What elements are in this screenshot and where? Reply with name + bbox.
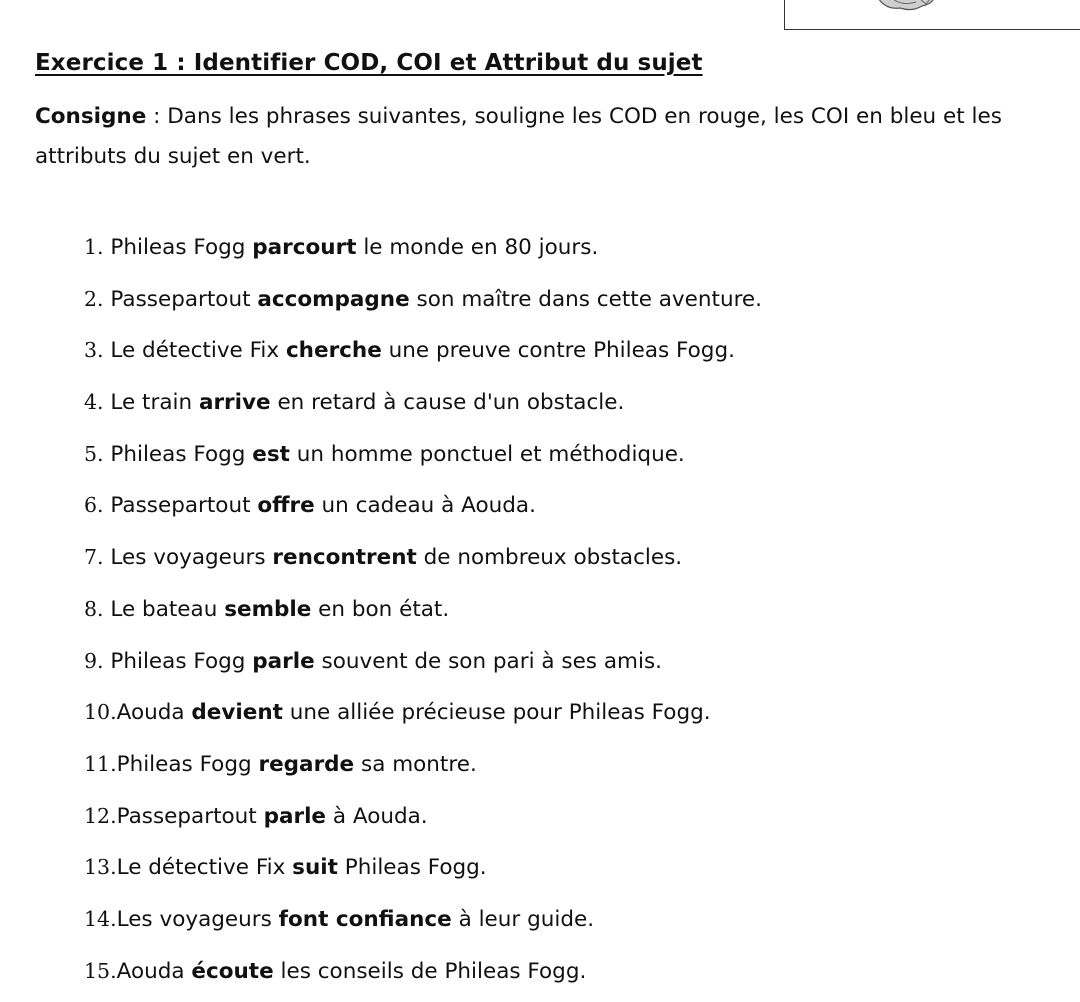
sentence-verb: devient xyxy=(191,700,283,726)
sentence-rest: son maître dans cette aventure. xyxy=(409,286,762,312)
sentence-verb: accompagne xyxy=(257,286,410,312)
sentence-rest: sa montre. xyxy=(354,751,477,777)
sentence-number: 15. xyxy=(84,958,117,983)
sentence-number: 11. xyxy=(84,751,117,776)
sentence-item xyxy=(84,692,762,744)
sentence-item xyxy=(84,847,762,899)
exercise-title: Exercice 1 : Identifier COD, COI et Attribut du sujet xyxy=(35,50,703,76)
sentence-rest: les conseils de Phileas Fogg. xyxy=(273,958,587,984)
sentence-rest: un homme ponctuel et méthodique. xyxy=(289,441,685,467)
sentence-subject: Le train xyxy=(103,390,199,416)
sentence-rest: à leur guide. xyxy=(451,906,595,932)
sentence-rest: de nombreux obstacles. xyxy=(416,545,683,571)
sentence-subject: Les voyageurs xyxy=(103,545,273,571)
sentence-subject: Passepartout xyxy=(103,493,258,519)
sentence-item xyxy=(84,227,762,279)
sentence-item xyxy=(84,744,762,796)
sentence-subject: Le détective Fix xyxy=(103,338,286,364)
sentence-verb: semble xyxy=(224,596,312,622)
sentence-number: 6. xyxy=(84,493,104,518)
sentence-verb: cherche xyxy=(285,338,382,364)
sentence-verb: parle xyxy=(252,648,315,674)
sentence-number: 5. xyxy=(84,441,104,466)
sentence-item xyxy=(84,589,762,641)
sentence-subject: Phileas Fogg xyxy=(103,235,253,260)
sentence-verb: écoute xyxy=(191,958,274,984)
sentence-number: 9. xyxy=(84,648,104,673)
sentence-item xyxy=(84,434,762,486)
decorative-illustration-icon xyxy=(876,0,936,14)
sentence-item xyxy=(84,899,762,951)
sentence-rest: une preuve contre Phileas Fogg. xyxy=(381,338,735,364)
sentence-subject: Aouda xyxy=(116,958,192,984)
sentence-number: 3. xyxy=(84,338,104,363)
sentence-subject: Passepartout xyxy=(103,286,258,312)
sentence-verb: offre xyxy=(257,493,315,519)
sentence-item xyxy=(84,485,762,537)
sentence-subject: Le bateau xyxy=(103,596,225,622)
sentence-verb: parle xyxy=(263,803,327,829)
instructions-text: : Dans les phrases suivantes, souligne les COD en rouge, les COI en bleu et les attributs du sujet en vert. xyxy=(35,104,1002,169)
sentence-rest: Phileas Fogg. xyxy=(337,855,487,881)
sentence-item xyxy=(84,796,762,848)
sentence-number: 1. xyxy=(84,235,104,259)
sentence-subject: Phileas Fogg xyxy=(116,751,259,777)
sentence-number: 8. xyxy=(84,596,104,621)
sentence-verb: rencontrent xyxy=(272,545,417,571)
sentence-item xyxy=(84,279,762,331)
sentence-subject: Passepartout xyxy=(116,803,264,829)
sentence-rest: un cadeau à Aouda. xyxy=(314,493,536,519)
instructions xyxy=(35,97,1065,177)
sentence-rest: à Aouda. xyxy=(326,803,428,829)
sentence-verb: arrive xyxy=(198,390,271,416)
sentence-rest: en retard à cause d'un obstacle. xyxy=(270,390,625,416)
sentence-number: 12. xyxy=(84,803,117,828)
sentence-number: 10. xyxy=(84,700,117,725)
sentence-list xyxy=(84,227,762,1002)
instructions-label: Consigne xyxy=(35,104,147,129)
sentence-number: 14. xyxy=(84,906,117,931)
sentence-number: 2. xyxy=(84,286,104,311)
sentence-rest: en bon état. xyxy=(311,596,450,622)
sentence-item xyxy=(84,537,762,589)
sentence-item xyxy=(84,382,762,434)
sentence-number: 7. xyxy=(84,545,104,570)
sentence-subject: Aouda xyxy=(116,700,192,726)
sentence-rest: souvent de son pari à ses amis. xyxy=(314,648,662,674)
sentence-subject: Phileas Fogg xyxy=(103,441,253,467)
sentence-item xyxy=(84,951,762,1002)
sentence-subject: Le détective Fix xyxy=(116,855,293,881)
sentence-item xyxy=(84,641,762,693)
sentence-verb: font confiance xyxy=(278,906,452,932)
sentence-verb: suit xyxy=(292,855,338,881)
sentence-subject: Phileas Fogg xyxy=(103,648,253,674)
sentence-number: 13. xyxy=(84,855,117,880)
sentence-item xyxy=(84,330,762,382)
sentence-rest: une alliée précieuse pour Phileas Fogg. xyxy=(282,700,711,726)
sentence-rest: le monde en 80 jours. xyxy=(356,235,599,260)
sentence-subject: Les voyageurs xyxy=(116,906,279,932)
sentence-verb: est xyxy=(252,441,290,467)
sentence-verb: regarde xyxy=(258,751,355,777)
sentence-number: 4. xyxy=(84,390,104,415)
sentence-verb: parcourt xyxy=(252,235,357,260)
